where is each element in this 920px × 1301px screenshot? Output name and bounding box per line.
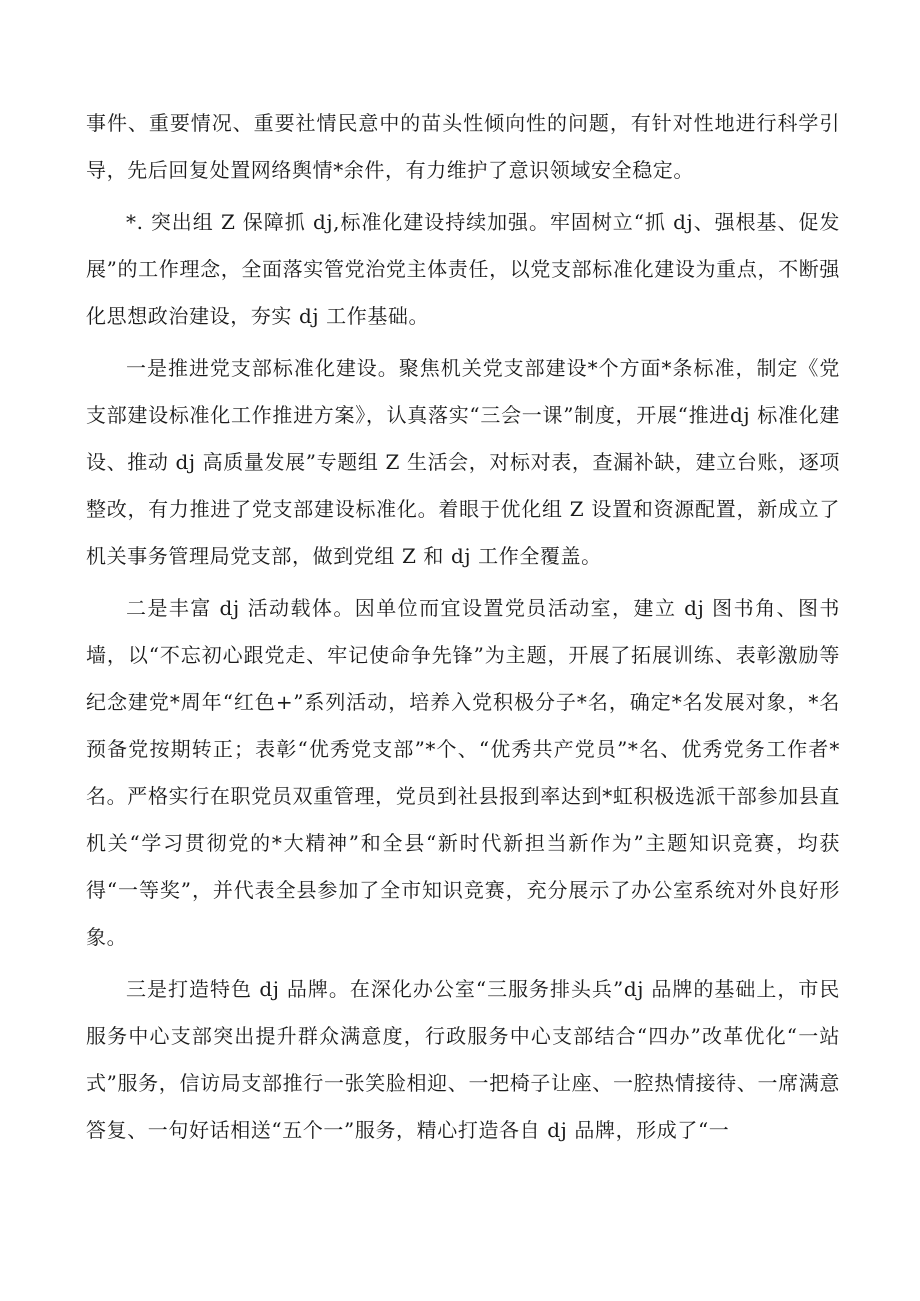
document-body [86, 100, 840, 1154]
paragraph-activities: 二是丰富 dj 活动载体。因单位而宜设置党员活动室，建立 dj 图书角、图书墙，以“不忘初心跟党走、牢记使命争先锋”为主题，开展了拓展训练、表彰激励等纪念建党*周年“红色+”系列活动，培养入党积极分子*名，确定*名发展对象，*名预备党按期转正；表彰“优秀党支部”*个、“优秀共产党员”*名、优秀党务工作者*名。严格实行在职党员双重管理，党员到社县报到率达到*虹积极选派干部参加县直机关“学习贯彻党的*大精神”和全县“新时代新担当新作为”主题知识竞赛，均获得“一等奖”，并代表全县参加了全市知识竞赛，充分展示了办公室系统对外良好形象。 [86, 596, 840, 949]
paragraph-standardization: 一是推进党支部标准化建设。聚焦机关党支部建设*个方面*条标准，制定《党支部建设标准化工作推进方案》，认真落实“三会一课”制度，开展“推进dj 标准化建设、推动 dj 高质量发展”专题组 Z 生活会，对标对表，查漏补缺，建立台账，逐项整改，有力推进了党支部建设标准化。着眼于优化组 Z 设置和资源配置，新成立了机关事务管理局党支部，做到党组 Z 和 dj 工作全覆盖。 [86, 356, 840, 568]
paragraph-brand: 三是打造特色 dj 品牌。在深化办公室“三服务排头兵”dj 品牌的基础上，市民服务中心支部突出提升群众满意度，行政服务中心支部结合“四办”改革优化“一站式”服务，信访局支部推行一张笑脸相迎、一把椅子让座、一腔热情接待、一席满意答复、一句好话相送“五个一”服务，精心打造各自 dj 品牌，形成了“一 [86, 977, 840, 1142]
paragraph-section-heading: *. 突出组 Z 保障抓 dj,标准化建设持续加强。牢固树立“抓 dj、强根基、促发展”的工作理念，全面落实管党治党主体责任，以党支部标准化建设为重点，不断强化思想政治建设，夯实 dj 工作基础。 [86, 210, 840, 328]
paragraph-continuation: 事件、重要情况、重要社情民意中的苗头性倾向性的问题，有针对性地进行科学引导，先后回复处置网络舆情*余件，有力维护了意识领域安全稳定。 [86, 111, 840, 182]
